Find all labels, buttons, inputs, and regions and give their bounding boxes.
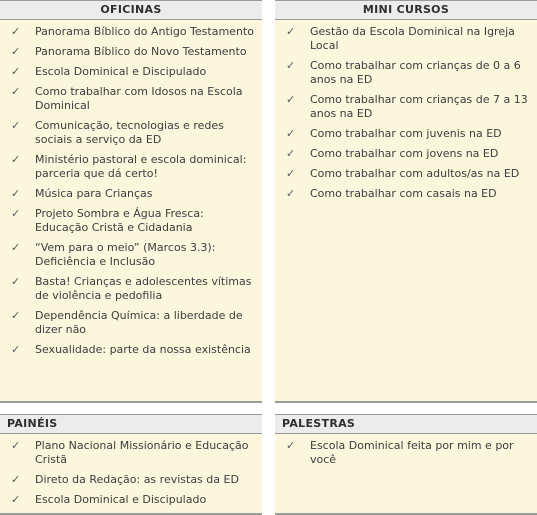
checkmark-icon: ✓ bbox=[11, 473, 21, 486]
list-item-label: Como trabalhar com jovens na ED bbox=[310, 147, 499, 160]
list-item bbox=[0, 473, 258, 487]
list-item-label: Dependência Química: a liberdade de dizer não bbox=[35, 309, 243, 336]
checkmark-icon: ✓ bbox=[11, 45, 21, 58]
list-item bbox=[0, 187, 258, 201]
checkmark-icon: ✓ bbox=[286, 127, 296, 140]
checkmark-icon: ✓ bbox=[11, 85, 21, 98]
list-item bbox=[0, 343, 258, 357]
list-item-label: Como trabalhar com casais na ED bbox=[310, 187, 497, 200]
list-item-label: Ministério pastoral e escola dominical: parceria que dá certo! bbox=[35, 153, 247, 180]
list-item bbox=[0, 493, 258, 507]
checkmark-icon: ✓ bbox=[11, 439, 21, 452]
oficinas-list bbox=[0, 20, 262, 357]
mini-cursos-panel bbox=[275, 0, 537, 403]
list-item-label: Projeto Sombra e Água Fresca: Educação Cristã e Cidadania bbox=[35, 207, 204, 234]
list-item-label: Direto da Redação: as revistas da ED bbox=[35, 473, 239, 486]
list-item-label: Escola Dominical e Discipulado bbox=[35, 493, 207, 506]
checkmark-icon: ✓ bbox=[11, 241, 21, 254]
list-item bbox=[0, 275, 258, 303]
list-item bbox=[275, 59, 533, 87]
palestras-header: PALESTRAS bbox=[275, 414, 537, 434]
list-item bbox=[275, 25, 533, 53]
list-item-label: Como trabalhar com crianças de 7 a 13 anos na ED bbox=[310, 93, 528, 120]
list-item bbox=[0, 119, 258, 147]
checkmark-icon: ✓ bbox=[286, 439, 296, 452]
list-item bbox=[0, 45, 258, 59]
checkmark-icon: ✓ bbox=[286, 167, 296, 180]
oficinas-bottom-border bbox=[0, 401, 262, 403]
checkmark-icon: ✓ bbox=[286, 59, 296, 72]
list-item-label: Como trabalhar com juvenis na ED bbox=[310, 127, 502, 140]
list-item-label: Panorama Bíblico do Novo Testamento bbox=[35, 45, 247, 58]
list-item-label: Como trabalhar com adultos/as na ED bbox=[310, 167, 520, 180]
list-item-label: Plano Nacional Missionário e Educação Cristã bbox=[35, 439, 249, 466]
list-item-label: Basta! Crianças e adolescentes vítimas de violência e pedofilia bbox=[35, 275, 252, 302]
paineis-panel bbox=[0, 414, 262, 515]
checkmark-icon: ✓ bbox=[11, 493, 21, 506]
list-item-label: Escola Dominical feita por mim e por você bbox=[310, 439, 514, 466]
list-item bbox=[0, 207, 258, 235]
paineis-header: PAINÉIS bbox=[0, 414, 262, 434]
oficinas-header: OFICINAS bbox=[0, 0, 262, 20]
list-item bbox=[0, 439, 258, 467]
checkmark-icon: ✓ bbox=[286, 93, 296, 106]
palestras-list bbox=[275, 434, 537, 467]
list-item bbox=[275, 93, 533, 121]
list-item-label: Panorama Bíblico do Antigo Testamento bbox=[35, 25, 254, 38]
checkmark-icon: ✓ bbox=[286, 187, 296, 200]
checkmark-icon: ✓ bbox=[11, 119, 21, 132]
list-item bbox=[275, 167, 533, 181]
list-item bbox=[275, 127, 533, 141]
list-item-label: Gestão da Escola Dominical na Igreja Local bbox=[310, 25, 515, 52]
list-item bbox=[0, 25, 258, 39]
checkmark-icon: ✓ bbox=[286, 147, 296, 160]
list-item bbox=[275, 187, 533, 201]
checkmark-icon: ✓ bbox=[11, 65, 21, 78]
list-item-label: Escola Dominical e Discipulado bbox=[35, 65, 207, 78]
checkmark-icon: ✓ bbox=[11, 207, 21, 220]
list-item bbox=[0, 309, 258, 337]
list-item-label: “Vem para o meio” (Marcos 3.3): Deficiência e Inclusão bbox=[35, 241, 216, 268]
checkmark-icon: ✓ bbox=[286, 25, 296, 38]
list-item bbox=[275, 439, 533, 467]
checkmark-icon: ✓ bbox=[11, 343, 21, 356]
checkmark-icon: ✓ bbox=[11, 153, 21, 166]
list-item-label: Música para Crianças bbox=[35, 187, 153, 200]
checkmark-icon: ✓ bbox=[11, 309, 21, 322]
list-item bbox=[0, 153, 258, 181]
list-item bbox=[275, 147, 533, 161]
list-item-label: Como trabalhar com crianças de 0 a 6 anos na ED bbox=[310, 59, 521, 86]
list-item bbox=[0, 65, 258, 79]
mini-cursos-list bbox=[275, 20, 537, 201]
checkmark-icon: ✓ bbox=[11, 25, 21, 38]
list-item bbox=[0, 85, 258, 113]
mini-cursos-header: MINI CURSOS bbox=[275, 0, 537, 20]
checkmark-icon: ✓ bbox=[11, 275, 21, 288]
mini-cursos-bottom-border bbox=[275, 401, 537, 403]
checkmark-icon: ✓ bbox=[11, 187, 21, 200]
list-item-label: Comunicação, tecnologias e redes sociais a serviço da ED bbox=[35, 119, 224, 146]
palestras-panel bbox=[275, 414, 537, 515]
list-item bbox=[0, 241, 258, 269]
list-item-label: Como trabalhar com Idosos na Escola Dominical bbox=[35, 85, 243, 112]
list-item-label: Sexualidade: parte da nossa existência bbox=[35, 343, 251, 356]
oficinas-panel bbox=[0, 0, 262, 403]
paineis-list bbox=[0, 434, 262, 507]
